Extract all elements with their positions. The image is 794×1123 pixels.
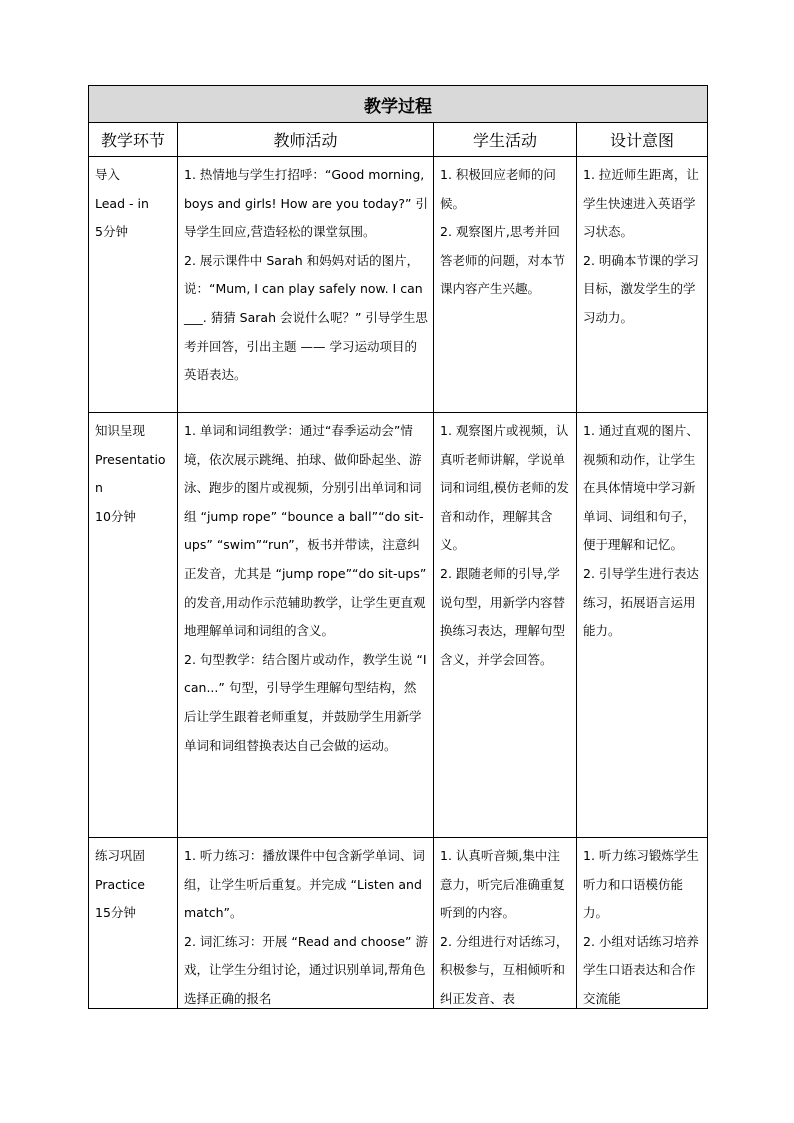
table-title: 教学过程 [89,86,708,123]
student-activity-cell [434,413,577,838]
table-row [89,413,708,838]
design-intent-item: 1. 拉近师生距离，让学生快速进入英语学习状态。 [583,167,699,240]
stage-english: Presentation [95,451,166,496]
teacher-activity-item: 1. 热情地与学生打招呼：“Good morning, boys and girls! How are you today?” 引导学生回应,营造轻松的课堂氛围。 [184,167,428,240]
teacher-activity-item: 2. 句型教学：结合图片或动作，教学生说 “I can...” 句型，引导学生理解句型结构，然后让学生跟着老师重复，并鼓励学生用新学单词和词组替换表达自己会做的运动。 [184,651,427,753]
student-activity-item: 1. 观察图片或视频，认真听老师讲解，学说单词和词组,模仿老师的发音和动作，理解其含义。 [440,423,569,553]
design-intent-item: 2. 引导学生进行表达练习，拓展语言运用能力。 [583,565,699,639]
student-activity-item: 1. 认真听音频,集中注意力，听完后准确重复听到的内容。 [440,848,566,921]
teacher-activity-item: 1. 听力练习：播放课件中包含新学单词、词组，让学生听后重复。并完成 “Listen and match”。 [184,848,425,921]
teacher-activity-cell [178,838,434,1009]
design-intent-cell [577,838,708,1009]
header-teacher: 教师活动 [178,123,434,157]
design-intent-cell [577,157,708,413]
student-activity-cell [434,838,577,1009]
stage-name: 导入 [95,167,121,182]
header-row [89,123,708,157]
stage-name: 练习巩固 [95,848,146,863]
design-intent-item: 2. 小组对话练习培养学生口语表达和合作交流能 [583,933,699,1006]
header-stage: 教学环节 [89,123,178,157]
student-activity-cell [434,157,577,413]
stage-time: 5分钟 [95,224,128,240]
student-activity-item: 2. 分组进行对话练习，积极参与，互相倾听和纠正发音、表 [440,933,569,1006]
design-intent-cell [577,413,708,838]
stage-cell [89,157,178,413]
design-intent-item: 2. 明确本节课的学习目标，激发学生的学习动力。 [583,252,699,325]
stage-english: Practice [95,876,145,892]
header-design: 设计意图 [577,123,708,157]
teacher-activity-item: 2. 词汇练习：开展 “Read and choose” 游戏，让学生分组讨论，通过识别单词,帮角色选择正确的报名 [184,933,428,1006]
student-activity-item: 2. 观察图片,思考并回答老师的问题，对本节课内容产生兴趣。 [440,224,566,297]
header-student: 学生活动 [434,123,577,157]
teacher-activity-item: 1. 单词和词组教学：通过“春季运动会”情境，依次展示跳绳、拍球、做仰卧起坐、游泳、跑步的图片或视频，分别引出单词和词组 “jump rope” “bounce a ball”“do sit-ups” “swim”“run”，板书并带读，注意纠正发音，尤其是 “jump rope”“do sit-ups” 的发音,用动作示范辅助教学，让学生更直观地理解单词和词组的含义。 [184,423,427,639]
stage-cell [89,413,178,838]
teacher-activity-cell [178,157,434,413]
design-intent-item: 1. 听力练习锻炼学生听力和口语模仿能力。 [583,848,699,921]
student-activity-item: 1. 积极回应老师的问候。 [440,167,556,211]
stage-name: 知识呈现 [95,423,146,438]
stage-time: 15分钟 [95,905,136,921]
teacher-activity-item: 2. 展示课件中 Sarah 和妈妈对话的图片，说：“Mum, I can play safely now. I can ___. 猜猜 Sarah 会说什么呢？” 引导学生思考并回答，引出主题 —— 学习运动项目的英语表达。 [184,252,428,383]
design-intent-item: 1. 通过直观的图片、视频和动作，让学生在具体情境中学习新单词、词组和句子，便于理解和记忆。 [583,423,699,553]
table-row [89,157,708,413]
table-row [89,838,708,1009]
student-activity-item: 2. 跟随老师的引导,学说句型，用新学内容替换练习表达，理解句型含义，并学会回答。 [440,565,566,667]
stage-time: 10分钟 [95,508,136,524]
title-row [89,86,708,123]
stage-english: Lead - in [95,195,149,211]
teacher-activity-cell [178,413,434,838]
teaching-process-table [88,85,708,1009]
stage-cell [89,838,178,1009]
